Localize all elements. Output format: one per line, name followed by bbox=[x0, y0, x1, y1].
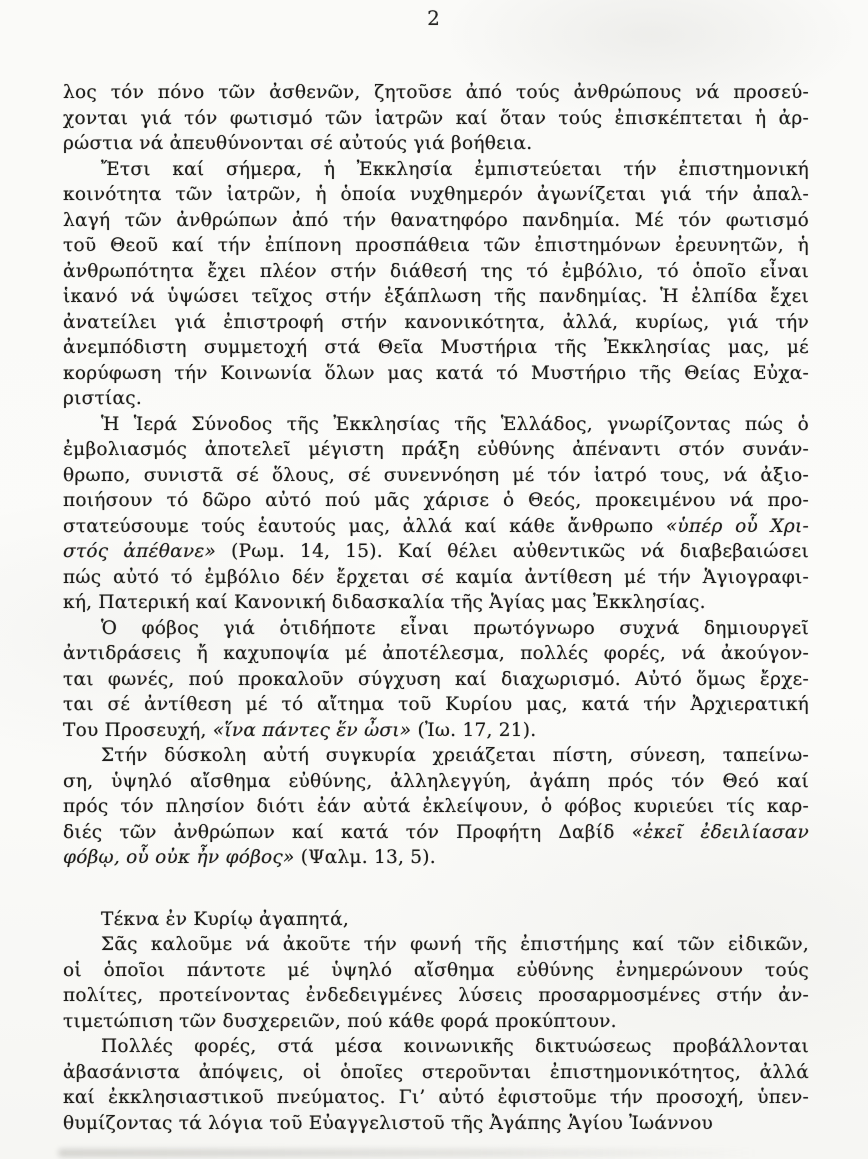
paragraph bbox=[63, 743, 809, 871]
text-segment: καί ἐκκλησιαστικοῦ πνεύματος. Γι’ αὐτό ἐφιστοῦμε τήν προσοχή, ὑπεν- bbox=[63, 1087, 809, 1108]
text-segment: ἀνεμπόδιστη συμμετοχή στά Θεῖα Μυστήρια τῆς Ἐκκλησίας μας, μέ bbox=[63, 337, 809, 358]
paragraph bbox=[63, 907, 809, 933]
text-segment: λαγή τῶν ἀνθρώπων ἀπό τήν θανατηφόρο πανδημία. Μέ τόν φωτισμό bbox=[63, 209, 809, 231]
text-line bbox=[63, 488, 809, 514]
text-segment: Ἡ Ἱερά Σύνοδος τῆς Ἐκκλησίας τῆς Ἑλλάδος, γνωρίζοντας πώς ὁ bbox=[101, 413, 809, 435]
text-line bbox=[63, 565, 809, 591]
text-segment: κή, Πατερική καί Κανονική διδασκαλία τῆς Ἁγίας μας Ἐκκλησίας. bbox=[63, 592, 706, 613]
text-line bbox=[63, 958, 809, 984]
text-line bbox=[63, 820, 809, 846]
text-line bbox=[63, 845, 809, 871]
paragraph bbox=[63, 80, 809, 157]
text-line bbox=[63, 616, 809, 642]
text-segment: ριστίας. bbox=[63, 388, 142, 409]
scripture-quote-italic: «ἐκεῖ ἐδειλίασαν bbox=[631, 821, 809, 843]
text-line bbox=[63, 692, 809, 718]
text-line bbox=[63, 386, 809, 412]
paragraph bbox=[63, 157, 809, 412]
text-segment: Πολλές φορές, στά μέσα κοινωνικῆς δικτυώσεως προβάλλονται bbox=[101, 1036, 809, 1057]
text-line bbox=[63, 335, 809, 361]
paragraph bbox=[63, 412, 809, 616]
text-line bbox=[63, 514, 809, 540]
text-segment: ἀντιδράσεις ἤ καχυποψία μέ ἀποτέλεσμα, πολλές φορές, νά ἀκούγον- bbox=[63, 643, 809, 664]
text-segment: θρωπο, συνιστᾶ σέ ὅλους, σέ συνεννόηση μέ τόν ἰατρό τους, νά ἀξιο- bbox=[63, 464, 809, 486]
text-segment: ται σέ ἀντίθεση μέ τό αἴτημα τοῦ Κυρίου μας, κατά τήν Ἀρχιερατική bbox=[63, 694, 809, 715]
text-line bbox=[63, 769, 809, 795]
text-line bbox=[63, 667, 809, 693]
text-segment: Τέκνα ἐν Κυρίῳ ἀγαπητά, bbox=[101, 908, 349, 930]
text-segment: διές τῶν ἀνθρώπων καί κατά τόν Προφήτη Δαβίδ bbox=[63, 821, 632, 843]
scripture-quote-italic: φόβῳ, οὗ οὐκ ἦν φόβος» bbox=[63, 847, 295, 868]
paragraph bbox=[63, 1034, 809, 1136]
text-line bbox=[63, 1111, 809, 1137]
text-line bbox=[63, 1060, 809, 1086]
text-segment: ρώστια νά ἀπευθύνονται σέ αὐτούς γιά βοήθεια. bbox=[63, 133, 533, 154]
text-line bbox=[63, 106, 809, 132]
text-line bbox=[63, 233, 809, 259]
text-segment: Του Προσευχή, bbox=[63, 719, 213, 741]
text-line bbox=[63, 131, 809, 157]
page-number: 2 bbox=[427, 6, 441, 30]
text-line bbox=[63, 718, 809, 744]
text-line bbox=[63, 157, 809, 183]
text-line bbox=[63, 437, 809, 463]
text-segment: Ἔτσι καί σήμερα, ἡ Ἐκκλησία ἐμπιστεύεται τήν ἐπιστημονική bbox=[101, 158, 809, 180]
text-segment: χονται γιά τόν φωτισμό τῶν ἰατρῶν καί ὅταν τούς ἐπισκέπτεται ἡ ἀρ- bbox=[63, 107, 809, 129]
text-line bbox=[63, 284, 809, 310]
text-segment: οἱ ὁποῖοι πάντοτε μέ ὑψηλό αἴσθημα εὐθύνης ἐνημερώνουν τούς bbox=[63, 959, 809, 981]
text-segment: (Ρωμ. 14, 15). Καί θέλει αὐθεντικῶς νά διαβεβαιώσει bbox=[216, 541, 809, 562]
text-line bbox=[63, 794, 809, 820]
text-line bbox=[63, 463, 809, 489]
text-segment: Ὁ φόβος γιά ὁτιδήποτε εἶναι πρωτόγνωρο συχνά δημιουργεῖ bbox=[101, 617, 809, 639]
text-line bbox=[63, 361, 809, 387]
text-line bbox=[63, 539, 809, 565]
text-segment: (Ἰω. 17, 21). bbox=[411, 719, 537, 741]
text-segment: κορύφωση τήν Κοινωνία ὅλων μας κατά τό Μυστήριο τῆς Θείας Εὐχα- bbox=[63, 362, 809, 384]
text-segment: πώς αὐτό τό ἐμβόλιο δέν ἔρχεται σέ καμία ἀντίθεση μέ τήν Ἁγιογραφι- bbox=[63, 566, 809, 588]
text-line bbox=[63, 310, 809, 336]
text-line bbox=[63, 1034, 809, 1060]
scripture-quote-italic: «ὑπέρ οὗ Χρι- bbox=[665, 515, 809, 537]
text-line bbox=[63, 590, 809, 616]
text-line bbox=[63, 983, 809, 1009]
text-segment: ἱκανό νά ὑψώσει τεῖχος στήν ἐξάπλωση τῆς πανδημίας. Ἡ ἐλπίδα ἔχει bbox=[63, 286, 809, 307]
text-segment: λος τόν πόνο τῶν ἀσθενῶν, ζητοῦσε ἀπό τούς ἀνθρώπους νά προσεύ- bbox=[63, 82, 809, 103]
text-line bbox=[63, 412, 809, 438]
text-segment: τιμετώπιση τῶν δυσχερειῶν, πού κάθε φορά προκύπτουν. bbox=[63, 1010, 617, 1032]
text-segment: πολίτες, προτείνοντας ἐνδεδειγμένες λύσεις προσαρμοσμένες στήν ἀν- bbox=[63, 985, 809, 1006]
text-segment: (Ψαλμ. 13, 5). bbox=[294, 847, 436, 868]
text-segment: ἀβασάνιστα ἀπόψεις, οἱ ὁποῖες στεροῦνται ἐπιστημονικότητος, ἀλλά bbox=[63, 1061, 809, 1083]
text-segment: ποιήσουν τό δῶρο αὐτό πού μᾶς χάρισε ὁ Θεός, προκειμένου νά προ- bbox=[63, 490, 809, 511]
paragraph bbox=[63, 616, 809, 744]
text-segment: θυμίζοντας τά λόγια τοῦ Εὐαγγελιστοῦ τῆς Ἀγάπης Ἁγίου Ἰωάννου bbox=[63, 1112, 713, 1134]
text-segment: ἀνατείλει γιά ἐπιστροφή στήν κανονικότητα, ἀλλά, κυρίως, γιά τήν bbox=[63, 311, 809, 333]
text-line bbox=[63, 907, 809, 933]
text-line bbox=[63, 932, 809, 958]
text-line bbox=[63, 182, 809, 208]
paragraph bbox=[63, 932, 809, 1034]
text-segment: τοῦ Θεοῦ καί τήν ἐπίπονη προσπάθεια τῶν ἐπιστημόνων ἐρευνητῶν, ἡ bbox=[63, 235, 809, 256]
text-segment: στατεύσουμε τούς ἑαυτούς μας, ἀλλά καί κάθε ἄνθρωπο bbox=[63, 515, 666, 537]
text-segment: Στήν δύσκολη αὐτή συγκυρία χρειάζεται πίστη, σύνεση, ταπείνω- bbox=[101, 745, 809, 766]
text-line bbox=[63, 1009, 809, 1035]
text-line bbox=[63, 1085, 809, 1111]
text-segment: ται φωνές, πού προκαλοῦν σύγχυση καί διαχωρισμό. Αὐτό ὅμως ἔρχε- bbox=[63, 668, 809, 690]
text-segment: ἐμβολιασμός ἀποτελεῖ μέγιστη πράξη εὐθύνης ἀπέναντι στόν συνάν- bbox=[63, 439, 809, 460]
text-segment: Σᾶς καλοῦμε νά ἀκοῦτε τήν φωνή τῆς ἐπιστήμης καί τῶν εἰδικῶν, bbox=[101, 934, 809, 955]
text-segment: ἀνθρωπότητα ἔχει πλέον στήν διάθεσή της τό ἐμβόλιο, τό ὁποῖο εἶναι bbox=[63, 260, 809, 282]
scripture-quote-italic: στός ἀπέθανε» bbox=[63, 541, 217, 562]
text-segment: ση, ὑψηλό αἴσθημα εὐθύνης, ἀλληλεγγύη, ἀγάπη πρός τόν Θεό καί bbox=[63, 770, 809, 792]
text-segment: πρός τόν πλησίον διότι ἐάν αὐτά ἐκλείψουν, ὁ φόβος κυριεύει τίς καρ- bbox=[63, 796, 809, 817]
text-line bbox=[63, 208, 809, 234]
text-line bbox=[63, 80, 809, 106]
text-segment: κοινότητα τῶν ἰατρῶν, ἡ ὁποία νυχθημερόν ἀγωνίζεται γιά τήν ἀπαλ- bbox=[63, 184, 809, 205]
text-line bbox=[63, 743, 809, 769]
text-line bbox=[63, 641, 809, 667]
document-text-block bbox=[63, 80, 809, 1136]
text-line bbox=[63, 259, 809, 285]
scan-artifact-smudge bbox=[58, 1149, 758, 1157]
scripture-quote-italic: «ἵνα πάντες ἕν ὦσι» bbox=[212, 719, 412, 741]
